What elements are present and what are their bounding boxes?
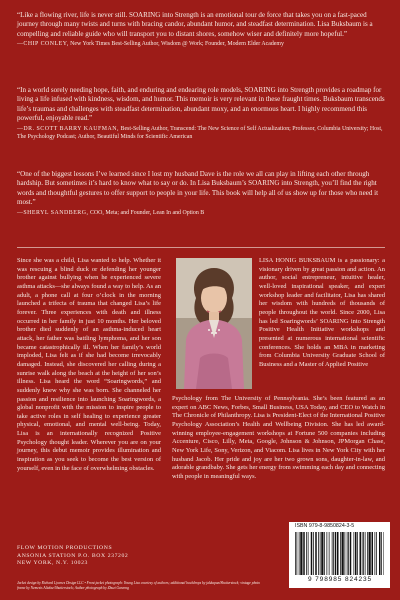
barcode-stripe — [360, 532, 362, 575]
barcode-stripe — [355, 532, 357, 575]
barcode-stripe — [342, 532, 344, 575]
barcode-stripe — [372, 532, 374, 575]
book-synopsis: Since she was a child, Lisa wanted to help. Whether it was rescuing a blind duck or defending her younger brother against bullying when he experienced severe asthma attacks—she always found a way to help. As an adult, a phone call at four o’clock in the morning launched a trifecta of trauma that changed Lisa’s life forever. Three experiences with death and illness occurred in her family in just 10 months. Her beloved brother died suddenly of an asthma-induced heart attack, her father was battling lymphoma, and her son became catastrophically ill. When her family’s world imploded, Lisa felt as if she had become irrevocably damaged. Instead, she discovered her calling during a sunrise walk along the beach at the height of her son’s illness. Lisa heard the word “Soaringwords,” and suddenly knew why she was born. She channeled her passion and resilience into launching Soaringwords, a global nonprofit with the mission to inspire people to take active roles in self healing to experience greater physical, emotional, and mental well-being. Today, Lisa is an internationally recognized Positive Psychology thought leader. Wherever you are on your journey, this debut memoir provides illumination and inspiration as you seek to become the best version of yourself, even in the face of overwhelming obstacles. — [17, 257, 161, 472]
barcode-stripe — [335, 532, 337, 575]
barcode-stripe — [333, 532, 334, 575]
barcode-stripe — [350, 532, 352, 575]
author-photo — [176, 258, 252, 389]
endorsement-text: “Like a flowing river, life is never still. SOARING into Strength is an emotional tour de force that takes you on a fast-paced journey through many twists and turns with bracing candor, abundant humor, and steadfast determination. Lisa Buksbaum is a compelling and reliable guide who will transport you to distant shores, somehow wiser and definitely more hopeful.” — [17, 11, 373, 38]
barcode-stripe — [340, 532, 341, 575]
publisher-city: NEW YORK, N.Y. 10023 — [17, 560, 88, 567]
endorser-name: —CHIP CONLEY, — [17, 41, 69, 48]
publisher-name: FLOW MOTION PRODUCTIONS — [17, 545, 113, 551]
barcode-stripe — [306, 532, 307, 575]
barcode-stripe — [337, 532, 339, 575]
barcode-stripe — [329, 532, 330, 575]
publisher-block — [17, 545, 187, 568]
barcode-stripe — [348, 532, 349, 575]
barcode-stripe — [299, 532, 300, 575]
barcode-stripe — [367, 532, 368, 575]
barcode-stripe — [324, 532, 325, 575]
barcode-stripe — [347, 532, 348, 575]
author-bio-bottom: Psychology from The University of Pennsylvania. She’s been featured as an expert on ABC News, Forbes, Small Business, USA Today, and CEO to Watch in The Chronicle of Philanthropy. Lisa is President-Elect of the International Positive Psychology Association’s Health and Wellbeing Division. She has led award-winning employee-engagement workshops at Fortune 500 companies including Accenture, Cisco, Lilly, Meta, Google, Johnson & Johnson, JPMorgan Chase, New York Life, Sony, Verizon, and Viacom. Lisa lives in New York City with her husband Jacob. Her pride and joy are her two grown sons, daughter-in-law, and adorable grandbaby. She gets her energy from swimming each day and connecting with people in meaningful ways. — [172, 395, 385, 480]
barcode-stripe — [381, 532, 382, 575]
barcode-stripe — [365, 532, 366, 575]
publisher-address: ANSONIA STATION P.O. BOX 237202 — [17, 552, 129, 559]
endorsement-attribution — [17, 209, 385, 217]
barcode-stripe — [311, 532, 313, 575]
barcode-stripe — [375, 532, 376, 575]
isbn-label: ISBN 979-8-9850824-3-5 — [295, 523, 355, 529]
barcode-stripe — [308, 532, 309, 575]
barcode-stripe — [313, 532, 314, 575]
barcode-stripe — [345, 532, 346, 575]
barcode-stripe — [318, 532, 319, 575]
endorser-name: —DR. SCOTT BARRY KAUFMAN, — [17, 125, 120, 132]
barcode-stripe — [315, 532, 317, 575]
endorsement-attribution — [17, 125, 385, 141]
endorser-credit: Best-Selling Author, Transcend: The New Science of Self Actualization; Professor, Columbia University; Host, The Psychology Podcast; Author, Beautiful Minds for Scientific American — [17, 125, 383, 140]
barcode-stripe — [362, 532, 363, 575]
barcode-stripe — [379, 532, 381, 575]
section-divider — [17, 247, 385, 248]
barcode-number: 9 798985 824235 — [307, 576, 373, 583]
barcode-stripe — [297, 532, 298, 575]
barcode-stripe — [384, 532, 385, 575]
endorser-name: —SHERYL SANDBERG, — [17, 209, 89, 216]
barcode-stripe — [332, 532, 333, 575]
barcode-stripe — [357, 532, 358, 575]
barcode-stripe — [354, 532, 355, 575]
endorser-credit: New York Times Best-Selling Author, Wisdom @ Work; Founder, Modern Elder Academy — [70, 41, 284, 48]
endorser-credit: COO, Meta; and Founder, Lean In and Option B — [89, 209, 205, 216]
endorsement-chip-conley — [17, 11, 385, 48]
author-portrait-illustration — [176, 258, 252, 389]
barcode-stripe — [300, 532, 302, 575]
endorsement-attribution — [17, 40, 385, 48]
author-bio-top: LISA HONIG BUKSBAUM is a passionary: a visionary driven by great passion and action. An author, social entrepreneur, intuitive healer, well-loved inspirational speaker, and expert workshop leader and facilitator, Lisa has shared her wisdom with hundreds of thousands of people throughout the world. Since 2000, Lisa has led Soaringwords’ SOARING into Strength Positive Health Initiative workshops and presented at numerous international scientific conferences. She holds an MBA in marketing from Columbia University Graduate School of Business and a Master of Applied Positive — [259, 257, 385, 368]
barcode-stripe — [320, 532, 321, 575]
barcode-bars — [295, 532, 384, 575]
barcode-stripe — [321, 532, 323, 575]
endorsement-text: “In a world sorely needing hope, faith, and enduring and endearing role models, SOARING into Strength provides a roadmap for living a life infused with kindness, wisdom, and humor. This memoir is very relevant in these fraught times. Buksbaum transcends life’s traumas and challenges with steadfast determination, abundant moxy, and an enormous heart. I highly recommend this powerful, enjoyable read.” — [17, 86, 385, 123]
barcode-stripe — [303, 532, 305, 575]
endorsement-text: “One of the biggest lessons I’ve learned since I lost my husband Dave is the role we all can play in lifting each other through hardship. But sometimes it’s hard to know what to say or do. In Lisa Buksbaum’s SOARING into Strength, you’ll find the right words and thoughtful gestures to offer support to people in your life. This book will help all of us show up for those who need it most.” — [17, 170, 379, 207]
endorsement-sheryl-sandberg — [17, 170, 385, 217]
jacket-credits: Jacket design by Richard Ljoenes Design LLC • Front jacket photograph: Young Lisa courtesy of authors; additional backdrops by jakkapan/Shutterstock; vintage photo frame by Nemesis Aliakse/Shutterstock; Author photograph by Zhuzi Garzeng — [17, 581, 260, 590]
endorsement-scott-barry-kaufman — [17, 86, 385, 141]
barcode-stripe — [363, 532, 364, 575]
barcode-stripe — [369, 532, 371, 575]
barcode-stripe — [295, 532, 296, 575]
barcode-stripe — [327, 532, 328, 575]
barcode-stripe — [376, 532, 377, 575]
isbn-barcode — [289, 522, 390, 588]
